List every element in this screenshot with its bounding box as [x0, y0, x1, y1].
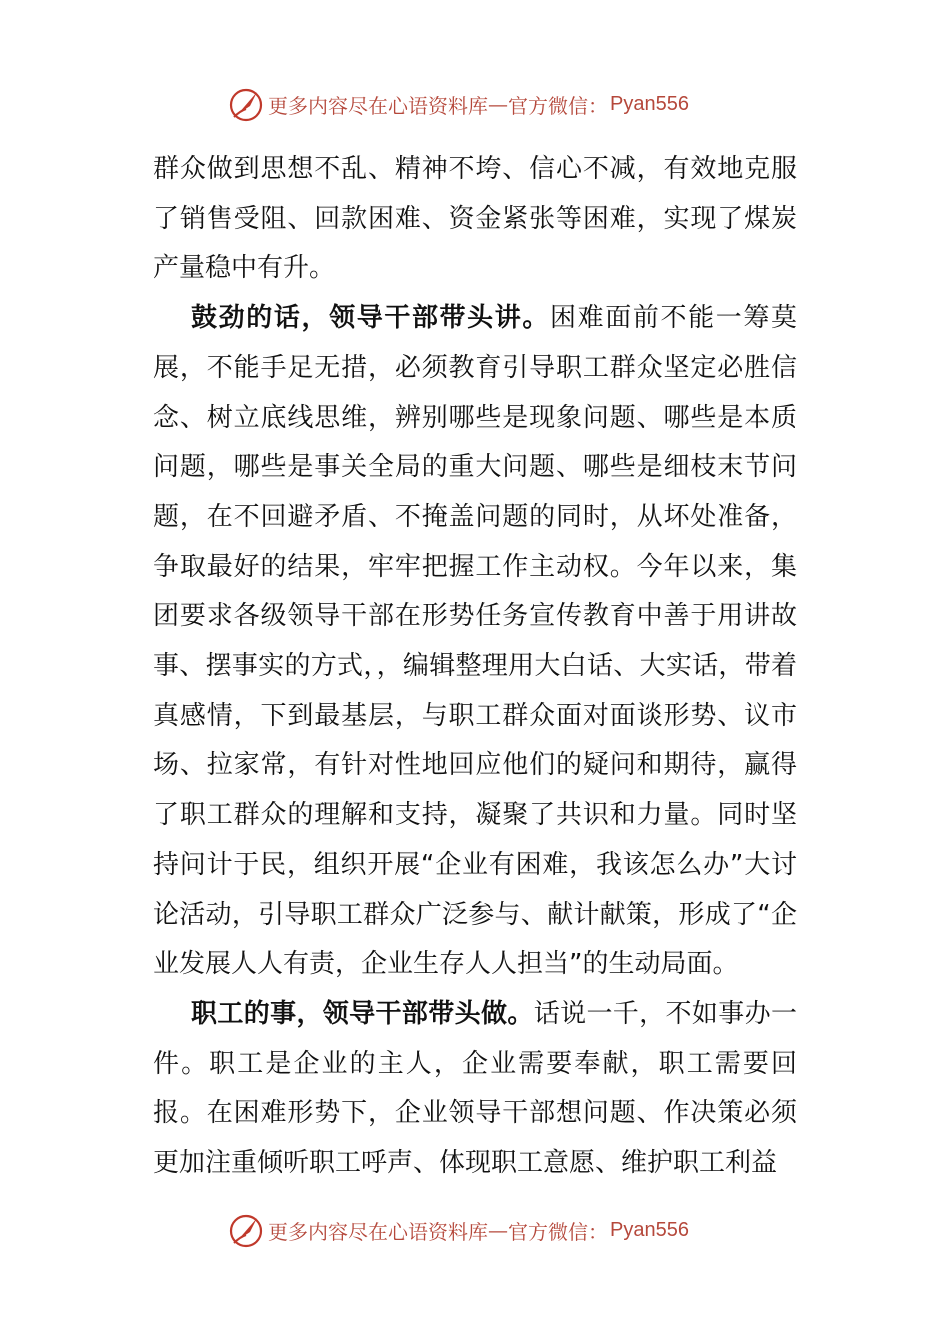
quill-logo-icon [226, 1210, 266, 1250]
paragraph-2 [153, 294, 797, 990]
banner-separator: — [488, 92, 508, 116]
banner-separator: — [488, 1218, 508, 1242]
paragraph-text: 群众做到思想不乱、精神不垮、信心不减，有效地克服了销售受阻、回款困难、资金紧张等困难，实现了煤炭产量稳中有升。 [153, 154, 797, 284]
paragraph-1 [153, 145, 797, 294]
banner-title: 更多内容尽在心语资料库 [268, 93, 488, 118]
banner-wechat-id: Pyan556 [610, 1218, 689, 1241]
banner-wechat-id: Pyan556 [610, 92, 689, 115]
paragraph-heading: 职工的事，领导干部带头做。 [191, 998, 534, 1029]
header-banner [226, 84, 689, 124]
paragraph-heading: 鼓劲的话，领导干部带头讲。 [191, 303, 551, 334]
paragraph-text: 话说一千，不如事办一件。职工是企业的主人，企业需要奉献，职工需要回报。在困难形势下，企业领导干部想问题、作决策必须更加注重倾听职工呼声、体现职工意愿、维护职工利益 [153, 998, 797, 1179]
paragraph-text: 困难面前不能一筹莫展，不能手足无措，必须教育引导职工群众坚定必胜信念、树立底线思维，辨别哪些是现象问题、哪些是本质问题，哪些是事关全局的重大问题、哪些是细枝末节问题，在不回避矛盾、不掩盖问题的同时，从坏处准备，争取最好的结果，牢牢把握工作主动权。今年以来，集团要求各级领导干部在形势任务宣传教育中善于用讲故事、摆事实的方式，，编辑整理用大白话、大实话，带着真感情，下到最基层，与职工群众面对面谈形势、议市场、拉家常，有针对性地回应他们的疑问和期待，赢得了职工群众的理解和支持，凝聚了共识和力量。同时坚持问计于民，组织开展“企业有困难，我该怎么办”大讨论活动，引导职工群众广泛参与、献计献策，形成了“企业发展人人有责，企业生存人人担当”的生动局面。 [153, 303, 797, 980]
banner-wechat-label: 官方微信： [508, 1219, 608, 1244]
footer-banner [226, 1210, 689, 1250]
paragraph-3 [153, 990, 797, 1189]
quill-logo-icon [226, 84, 266, 124]
banner-title: 更多内容尽在心语资料库 [268, 1219, 488, 1244]
banner-wechat-label: 官方微信： [508, 93, 608, 118]
document-body [153, 145, 797, 1189]
